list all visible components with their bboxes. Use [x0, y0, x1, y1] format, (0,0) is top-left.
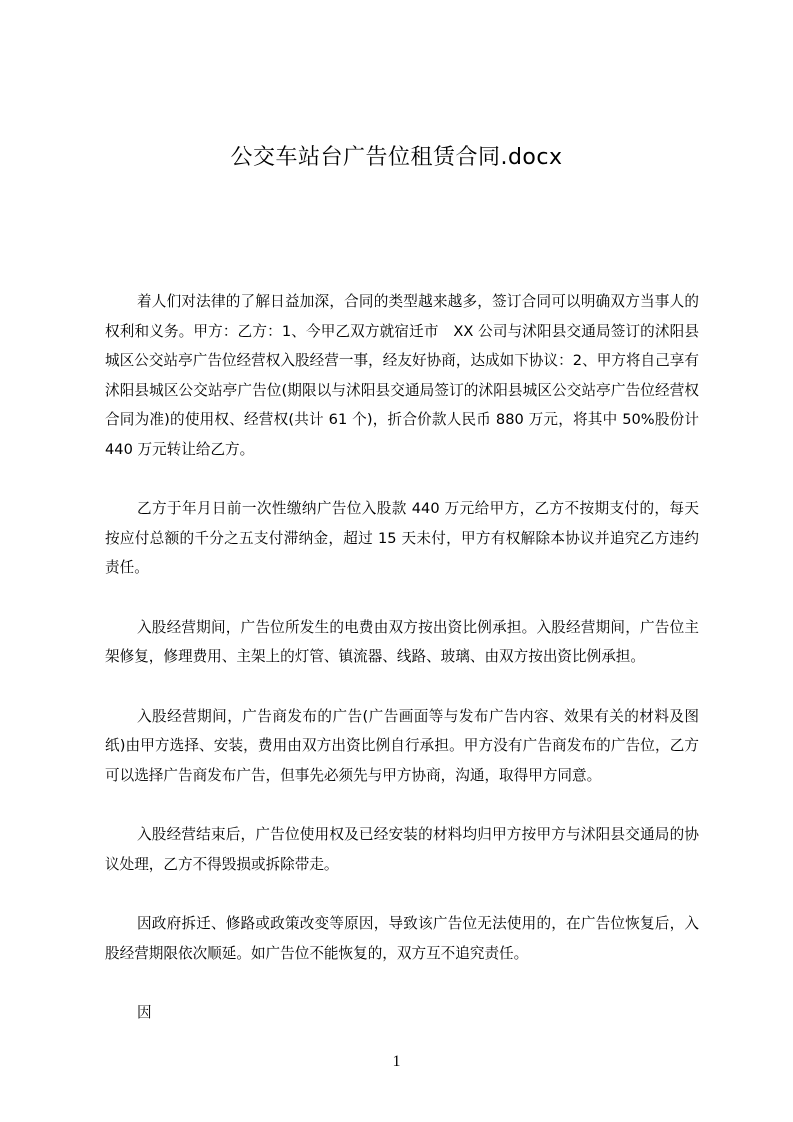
paragraph-termination: 入股经营结束后，广告位使用权及已经安装的材料均归甲方按甲方与沭阳县交通局的协议处理，乙方不得毁损或拆除带走。 [105, 826, 699, 873]
paragraph-truncated: 因 [137, 1004, 152, 1021]
document-body [105, 287, 699, 1028]
paragraph-government: 因政府拆迁、修路或政策改变等原因，导致该广告位无法使用的，在广告位恢复后，入股经营期限依次顺延。如广告位不能恢复的，双方互不追究责任。 [105, 915, 699, 962]
document-title: 公交车站台广告位租赁合同.docx [230, 145, 563, 170]
paragraph-intro: 着人们对法律的了解日益加深，合同的类型越来越多，签订合同可以明确双方当事人的权利和义务。甲方：乙方：1、今甲乙双方就宿迁市 XX 公司与沭阳县交通局签订的沭阳县城区公交站亭广告位经营权入股经营一事，经友好协商，达成如下协议：2、甲方将自己享有沭阳县城区公交站亭广告位(期限以与沭阳县交通局签订的沭阳县城区公交站亭广告位经营权合同为准)的使用权、经营权(共计 61 个)，折合价款人民币 880 万元，将其中 50%股份计 440 万元转让给乙方。 [105, 293, 699, 458]
paragraph-payment: 乙方于年月日前一次性缴纳广告位入股款 440 万元给甲方，乙方不按期支付的，每天按应付总额的千分之五支付滞纳金，超过 15 天未付，甲方有权解除本协议并追究乙方违约责任。 [105, 500, 699, 576]
paragraph-advertising: 入股经营期间，广告商发布的广告(广告画面等与发布广告内容、效果有关的材料及图纸)由甲方选择、安装，费用由双方出资比例自行承担。甲方没有广告商发布的广告位，乙方可以选择广告商发布广告，但事先必须先与甲方协商，沟通，取得甲方同意。 [105, 707, 699, 784]
paragraph-electricity: 入股经营期间，广告位所发生的电费由双方按出资比例承担。入股经营期间，广告位主架修复，修理费用、主架上的灯管、镇流器、线路、玻璃、由双方按出资比例承担。 [105, 618, 699, 665]
page-number: 1 [392, 1053, 401, 1070]
